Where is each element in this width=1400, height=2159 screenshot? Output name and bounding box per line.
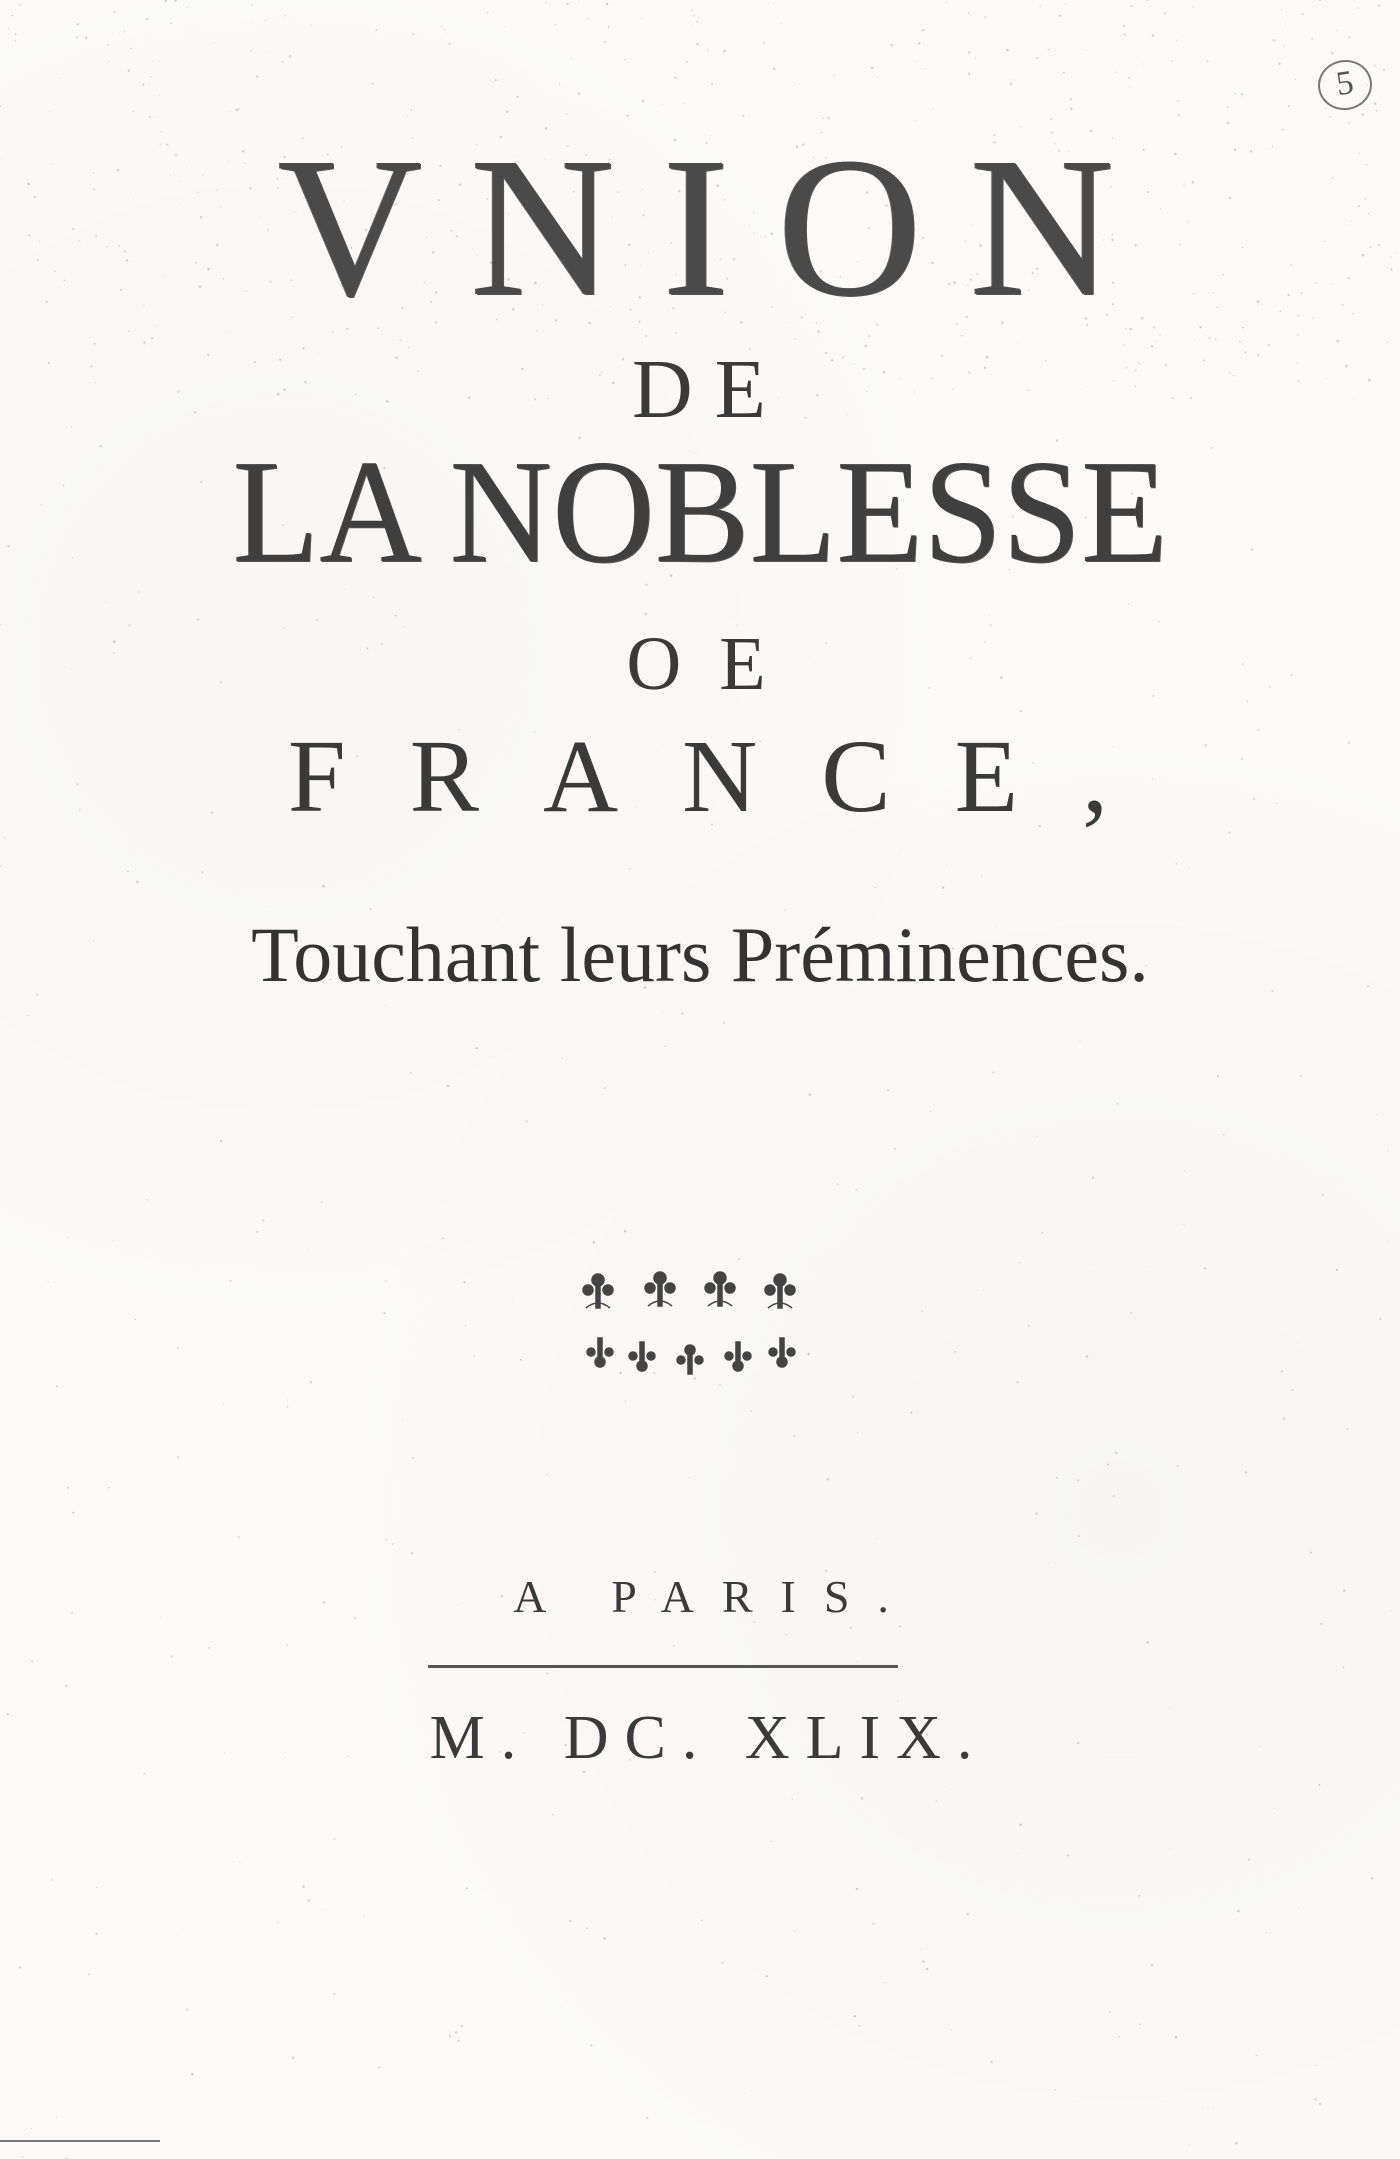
title-de: DE <box>632 343 788 436</box>
scan-edge-mark <box>0 2140 160 2142</box>
fleuron-ornament-icon <box>580 1262 800 1392</box>
subtitle: Touchant leurs Préminences. <box>251 911 1149 998</box>
folio-number: 5 <box>1315 56 1375 113</box>
title-oe: OE <box>626 622 804 706</box>
title-france: FRANCE, <box>287 719 1173 834</box>
imprint-date: M. DC. XLIX. <box>429 1704 989 1772</box>
imprint-rule <box>428 1665 898 1668</box>
imprint-place: A PARIS. <box>513 1571 917 1622</box>
title-la-noblesse: LA NOBLESSE <box>232 430 1168 594</box>
title-vnion: VNION <box>277 117 1163 338</box>
